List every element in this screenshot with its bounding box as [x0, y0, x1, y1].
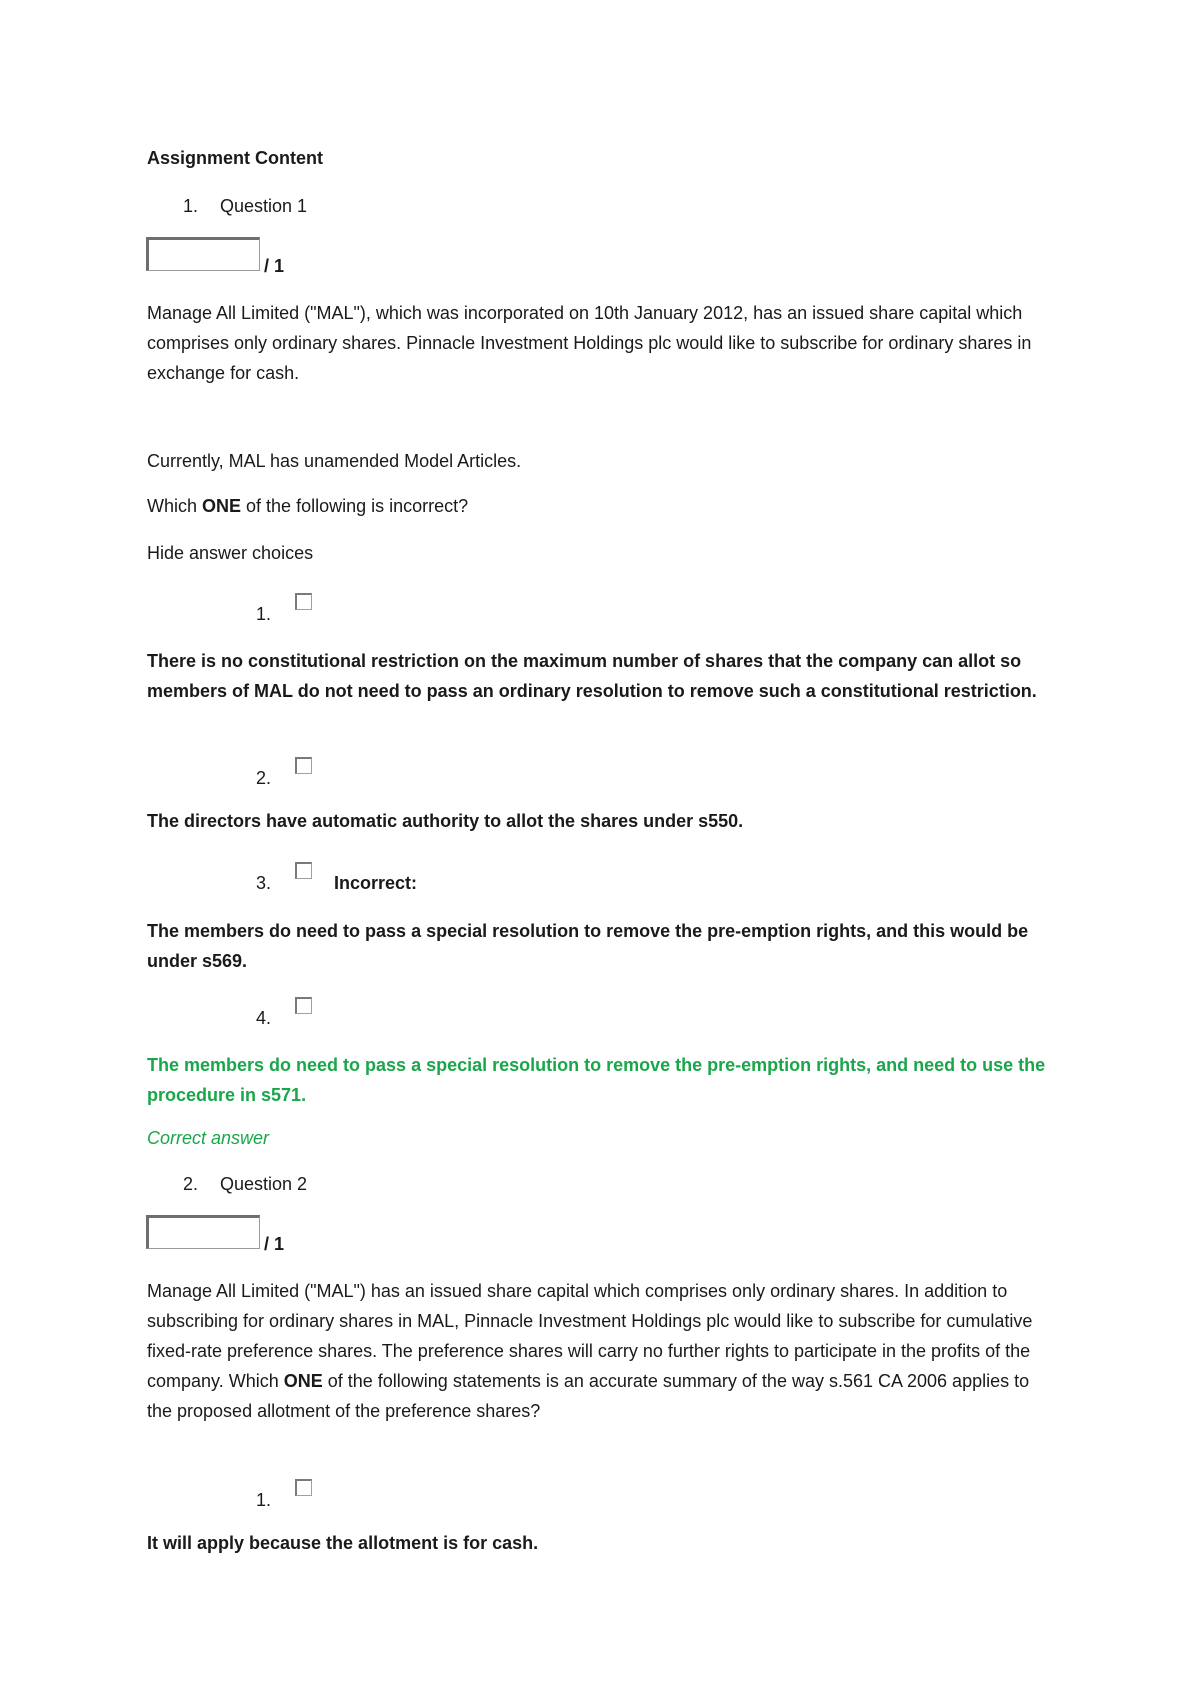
question-1-stem-paragraph: Manage All Limited ("MAL"), which was incorporated on 10th January 2012, has an issued share capital which comprises only ordinary shares. Pinnacle Investment Holdings plc would like to subscribe for ordinary shares in exchange for cash. — [147, 303, 1032, 383]
choice-2-checkbox[interactable] — [295, 757, 312, 774]
choice-4-checkbox[interactable] — [295, 997, 312, 1014]
choice-1-number: 1. — [256, 604, 272, 624]
question-1-label: Question 1 — [220, 196, 308, 216]
choice-3-incorrect-flag: Incorrect: — [334, 873, 418, 893]
choice-3-text: The members do need to pass a special resolution to remove the pre-emption rights, and this would be under s569. — [147, 921, 1029, 971]
question-1-score-input[interactable] — [146, 237, 260, 271]
choice-4-number: 4. — [256, 1008, 272, 1028]
choice-1-checkbox[interactable] — [295, 593, 312, 610]
question-2-stem-paragraph: Manage All Limited ("MAL") has an issued share capital which comprises only ordinary shares. In addition to subscribing for ordinary shares in MAL, Pinnacle Investment Holdings plc would like to subscribe for cumulative fixed-rate preference shares. The preference shares will carry no further rights to participate in the profits of the company. Which ONE of the following statements is an accurate summary of the way s.561 CA 2006 applies to the proposed allotment of the preference shares? — [147, 1281, 1033, 1421]
question-1-prompt: Which ONE of the following is incorrect? — [147, 496, 469, 516]
choice-1-text: There is no constitutional restriction on the maximum number of shares that the company can allot so members of MAL do not need to pass an ordinary resolution to remove such a constitutional restriction. — [147, 651, 1037, 701]
choice-2-number: 2. — [256, 768, 272, 788]
question-2-score-suffix: / 1 — [264, 1234, 285, 1254]
question-2-score-input[interactable] — [146, 1215, 260, 1249]
choice-3-checkbox[interactable] — [295, 862, 312, 879]
question-2-number: 2. — [183, 1174, 199, 1194]
assignment-heading: Assignment Content — [147, 148, 324, 168]
q2-choice-1-number: 1. — [256, 1490, 272, 1510]
choice-3-number: 3. — [256, 873, 272, 893]
question-1-score-suffix: / 1 — [264, 256, 285, 276]
q2-choice-1-checkbox[interactable] — [295, 1479, 312, 1496]
correct-answer-label: Correct answer — [147, 1128, 270, 1148]
question-2-label: Question 2 — [220, 1174, 308, 1194]
choice-2-text: The directors have automatic authority to allot the shares under s550. — [147, 811, 744, 831]
hide-answer-choices-link[interactable]: Hide answer choices — [147, 543, 314, 563]
q2-choice-1-text: It will apply because the allotment is for cash. — [147, 1533, 539, 1553]
question-1-stem-paragraph-2: Currently, MAL has unamended Model Articles. — [147, 451, 522, 471]
question-1-number: 1. — [183, 196, 199, 216]
choice-4-text: The members do need to pass a special resolution to remove the pre-emption rights, and need to use the procedure in s571. — [147, 1055, 1046, 1105]
